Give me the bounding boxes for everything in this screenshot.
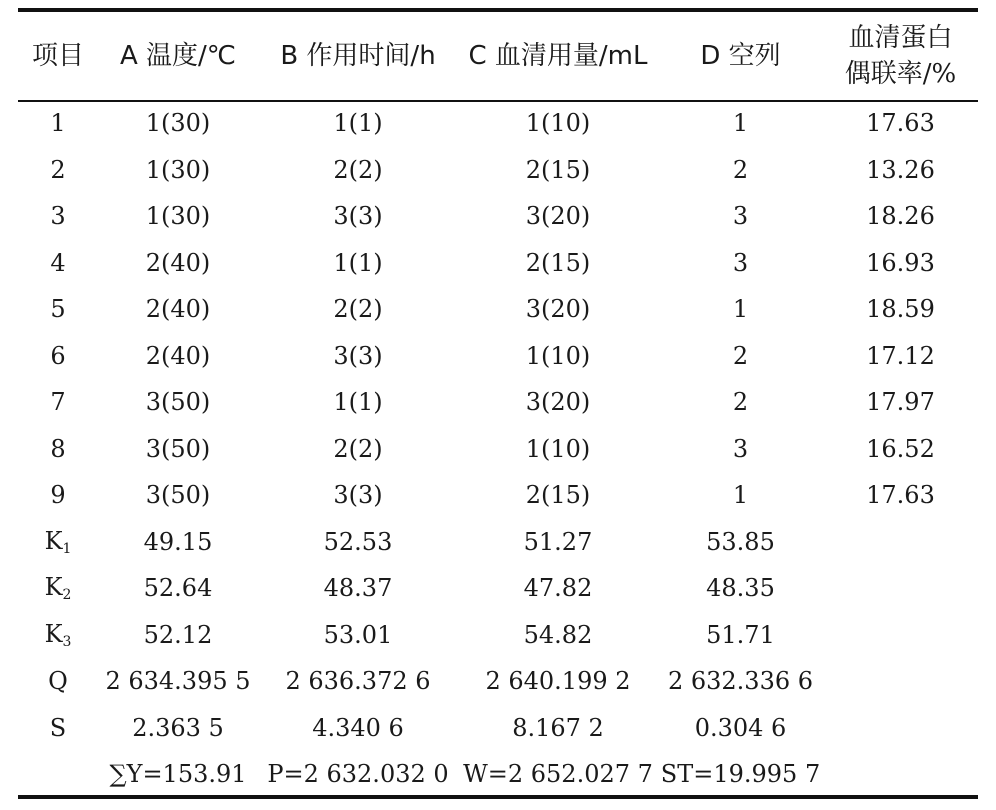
cell-d: 3	[732, 248, 749, 277]
summary-cell-c: W=2 652.027 7	[463, 760, 653, 789]
cell-d: 2	[732, 341, 749, 370]
summary-cell-d: 2 632.336 6	[667, 667, 814, 696]
summary-label	[18, 705, 98, 752]
summary-cell-c: 8.167 2	[512, 713, 604, 742]
summary-cell-d: 0.304 6	[694, 713, 787, 742]
summary-cell-b: 53.01	[323, 620, 393, 649]
cell-d: 2	[732, 155, 749, 184]
cell-b: 1(1)	[333, 109, 383, 138]
cell-a: 1(30)	[145, 109, 211, 138]
table-row	[18, 379, 978, 426]
cell-a: 3(50)	[145, 434, 211, 463]
cell-b: 1(1)	[333, 248, 383, 277]
cell-a: 3(50)	[145, 481, 211, 510]
cell-c: 2(15)	[525, 155, 591, 184]
cell-c: 3(20)	[525, 202, 591, 231]
table-row	[18, 147, 978, 194]
cell-item: 1	[50, 109, 66, 138]
cell-a: 1(30)	[145, 202, 211, 231]
summary-label-text: K	[44, 526, 63, 555]
summary-cell-b: P=2 632.032 0	[267, 760, 449, 789]
cell-result: 16.93	[866, 248, 935, 277]
header-a-temperature: A 温度/℃	[119, 41, 236, 71]
summary-cell-result	[823, 519, 978, 566]
cell-item: 3	[50, 202, 66, 231]
header-c-serum-volume: C 血清用量/mL	[468, 41, 648, 71]
cell-b: 2(2)	[333, 295, 383, 324]
cell-c: 2(15)	[525, 481, 591, 510]
summary-cell-b: 52.53	[323, 527, 393, 556]
summary-label	[18, 565, 98, 612]
summary-label-text: K	[44, 619, 63, 648]
cell-item: 2	[50, 155, 66, 184]
cell-b: 1(1)	[333, 388, 383, 417]
cell-a: 2(40)	[145, 248, 211, 277]
table-row	[18, 240, 978, 287]
cell-b: 2(2)	[333, 434, 383, 463]
cell-d: 3	[732, 434, 749, 463]
summary-cell-a: 2 634.395 5	[105, 667, 251, 696]
table-row	[18, 333, 978, 380]
orthogonal-test-table	[18, 12, 978, 798]
summary-row	[18, 612, 978, 659]
cell-d: 2	[732, 388, 749, 417]
summary-cell-result	[823, 658, 978, 705]
summary-label	[18, 658, 98, 705]
cell-result: 16.52	[866, 434, 935, 463]
summary-label-subscript: 3	[62, 633, 72, 650]
summary-label-text: K	[44, 573, 63, 602]
summary-label	[18, 751, 98, 798]
cell-c: 1(10)	[525, 109, 591, 138]
summary-row	[18, 658, 978, 705]
cell-result: 17.63	[866, 109, 935, 138]
cell-c: 3(20)	[525, 388, 591, 417]
summary-cell-a: 52.12	[143, 620, 213, 649]
summary-label-subscript: 2	[62, 587, 72, 604]
summary-cell-result	[823, 565, 978, 612]
summary-cell-a: 2.363 5	[132, 713, 224, 742]
header-d-empty-column: D 空列	[700, 41, 781, 71]
summary-label	[18, 612, 98, 659]
summary-cell-d: 51.71	[706, 620, 775, 649]
cell-result: 18.59	[866, 295, 935, 324]
cell-d: 1	[732, 481, 749, 510]
summary-row	[18, 519, 978, 566]
header-item: 项目	[31, 41, 84, 71]
header-result	[823, 12, 978, 100]
summary-cell-b: 48.37	[323, 574, 393, 603]
cell-a: 1(30)	[145, 155, 211, 184]
cell-result: 13.26	[866, 155, 935, 184]
cell-item: 7	[50, 388, 66, 417]
cell-b: 3(3)	[333, 341, 383, 370]
summary-cell-a: 52.64	[143, 574, 213, 603]
cell-a: 2(40)	[145, 295, 211, 324]
table-body	[18, 100, 978, 798]
cell-a: 2(40)	[145, 341, 211, 370]
header-row	[18, 12, 978, 100]
cell-a: 3(50)	[145, 388, 211, 417]
table-row	[18, 100, 978, 147]
cell-item: 5	[50, 295, 66, 324]
header-b-time: B 作用时间/h	[280, 41, 436, 71]
cell-item: 9	[50, 481, 66, 510]
summary-cell-d: 53.85	[706, 527, 775, 556]
cell-item: 8	[50, 434, 66, 463]
summary-cell-c: 51.27	[523, 527, 593, 556]
table-row	[18, 286, 978, 333]
cell-c: 2(15)	[525, 248, 591, 277]
summary-cell-result	[823, 612, 978, 659]
cell-b: 3(3)	[333, 202, 383, 231]
cell-result: 17.97	[866, 388, 935, 417]
summary-label-subscript: 1	[62, 540, 72, 557]
summary-row	[18, 705, 978, 752]
summary-cell-d: 48.35	[706, 574, 775, 603]
summary-cell-b: 2 636.372 6	[285, 667, 431, 696]
summary-row	[18, 751, 978, 798]
header-result-line1: 血清蛋白	[848, 23, 953, 53]
cell-d: 3	[732, 202, 749, 231]
cell-c: 3(20)	[525, 295, 591, 324]
summary-cell-result	[823, 751, 978, 798]
cell-d: 1	[732, 109, 749, 138]
cell-c: 1(10)	[525, 341, 591, 370]
cell-item: 6	[50, 341, 66, 370]
cell-b: 3(3)	[333, 481, 383, 510]
table-row	[18, 426, 978, 473]
cell-b: 2(2)	[333, 155, 383, 184]
summary-cell-d: ST=19.995 7	[660, 760, 821, 789]
cell-result: 18.26	[866, 202, 935, 231]
summary-row	[18, 565, 978, 612]
cell-item: 4	[50, 248, 66, 277]
summary-label-text: S	[49, 713, 67, 742]
summary-cell-b: 4.340 6	[312, 713, 404, 742]
cell-result: 17.63	[866, 481, 935, 510]
summary-label-text: Q	[48, 667, 68, 696]
summary-label	[18, 519, 98, 566]
table-row	[18, 472, 978, 519]
summary-cell-c: 2 640.199 2	[485, 667, 631, 696]
cell-d: 1	[732, 295, 749, 324]
summary-cell-a: ∑Y=153.91	[109, 760, 247, 789]
cell-c: 1(10)	[525, 434, 591, 463]
summary-cell-result	[823, 705, 978, 752]
header-result-line2: 偶联率/%	[844, 59, 957, 89]
summary-cell-a: 49.15	[143, 527, 213, 556]
cell-result: 17.12	[866, 341, 935, 370]
summary-cell-c: 54.82	[523, 620, 593, 649]
summary-cell-c: 47.82	[523, 574, 593, 603]
table-row	[18, 193, 978, 240]
